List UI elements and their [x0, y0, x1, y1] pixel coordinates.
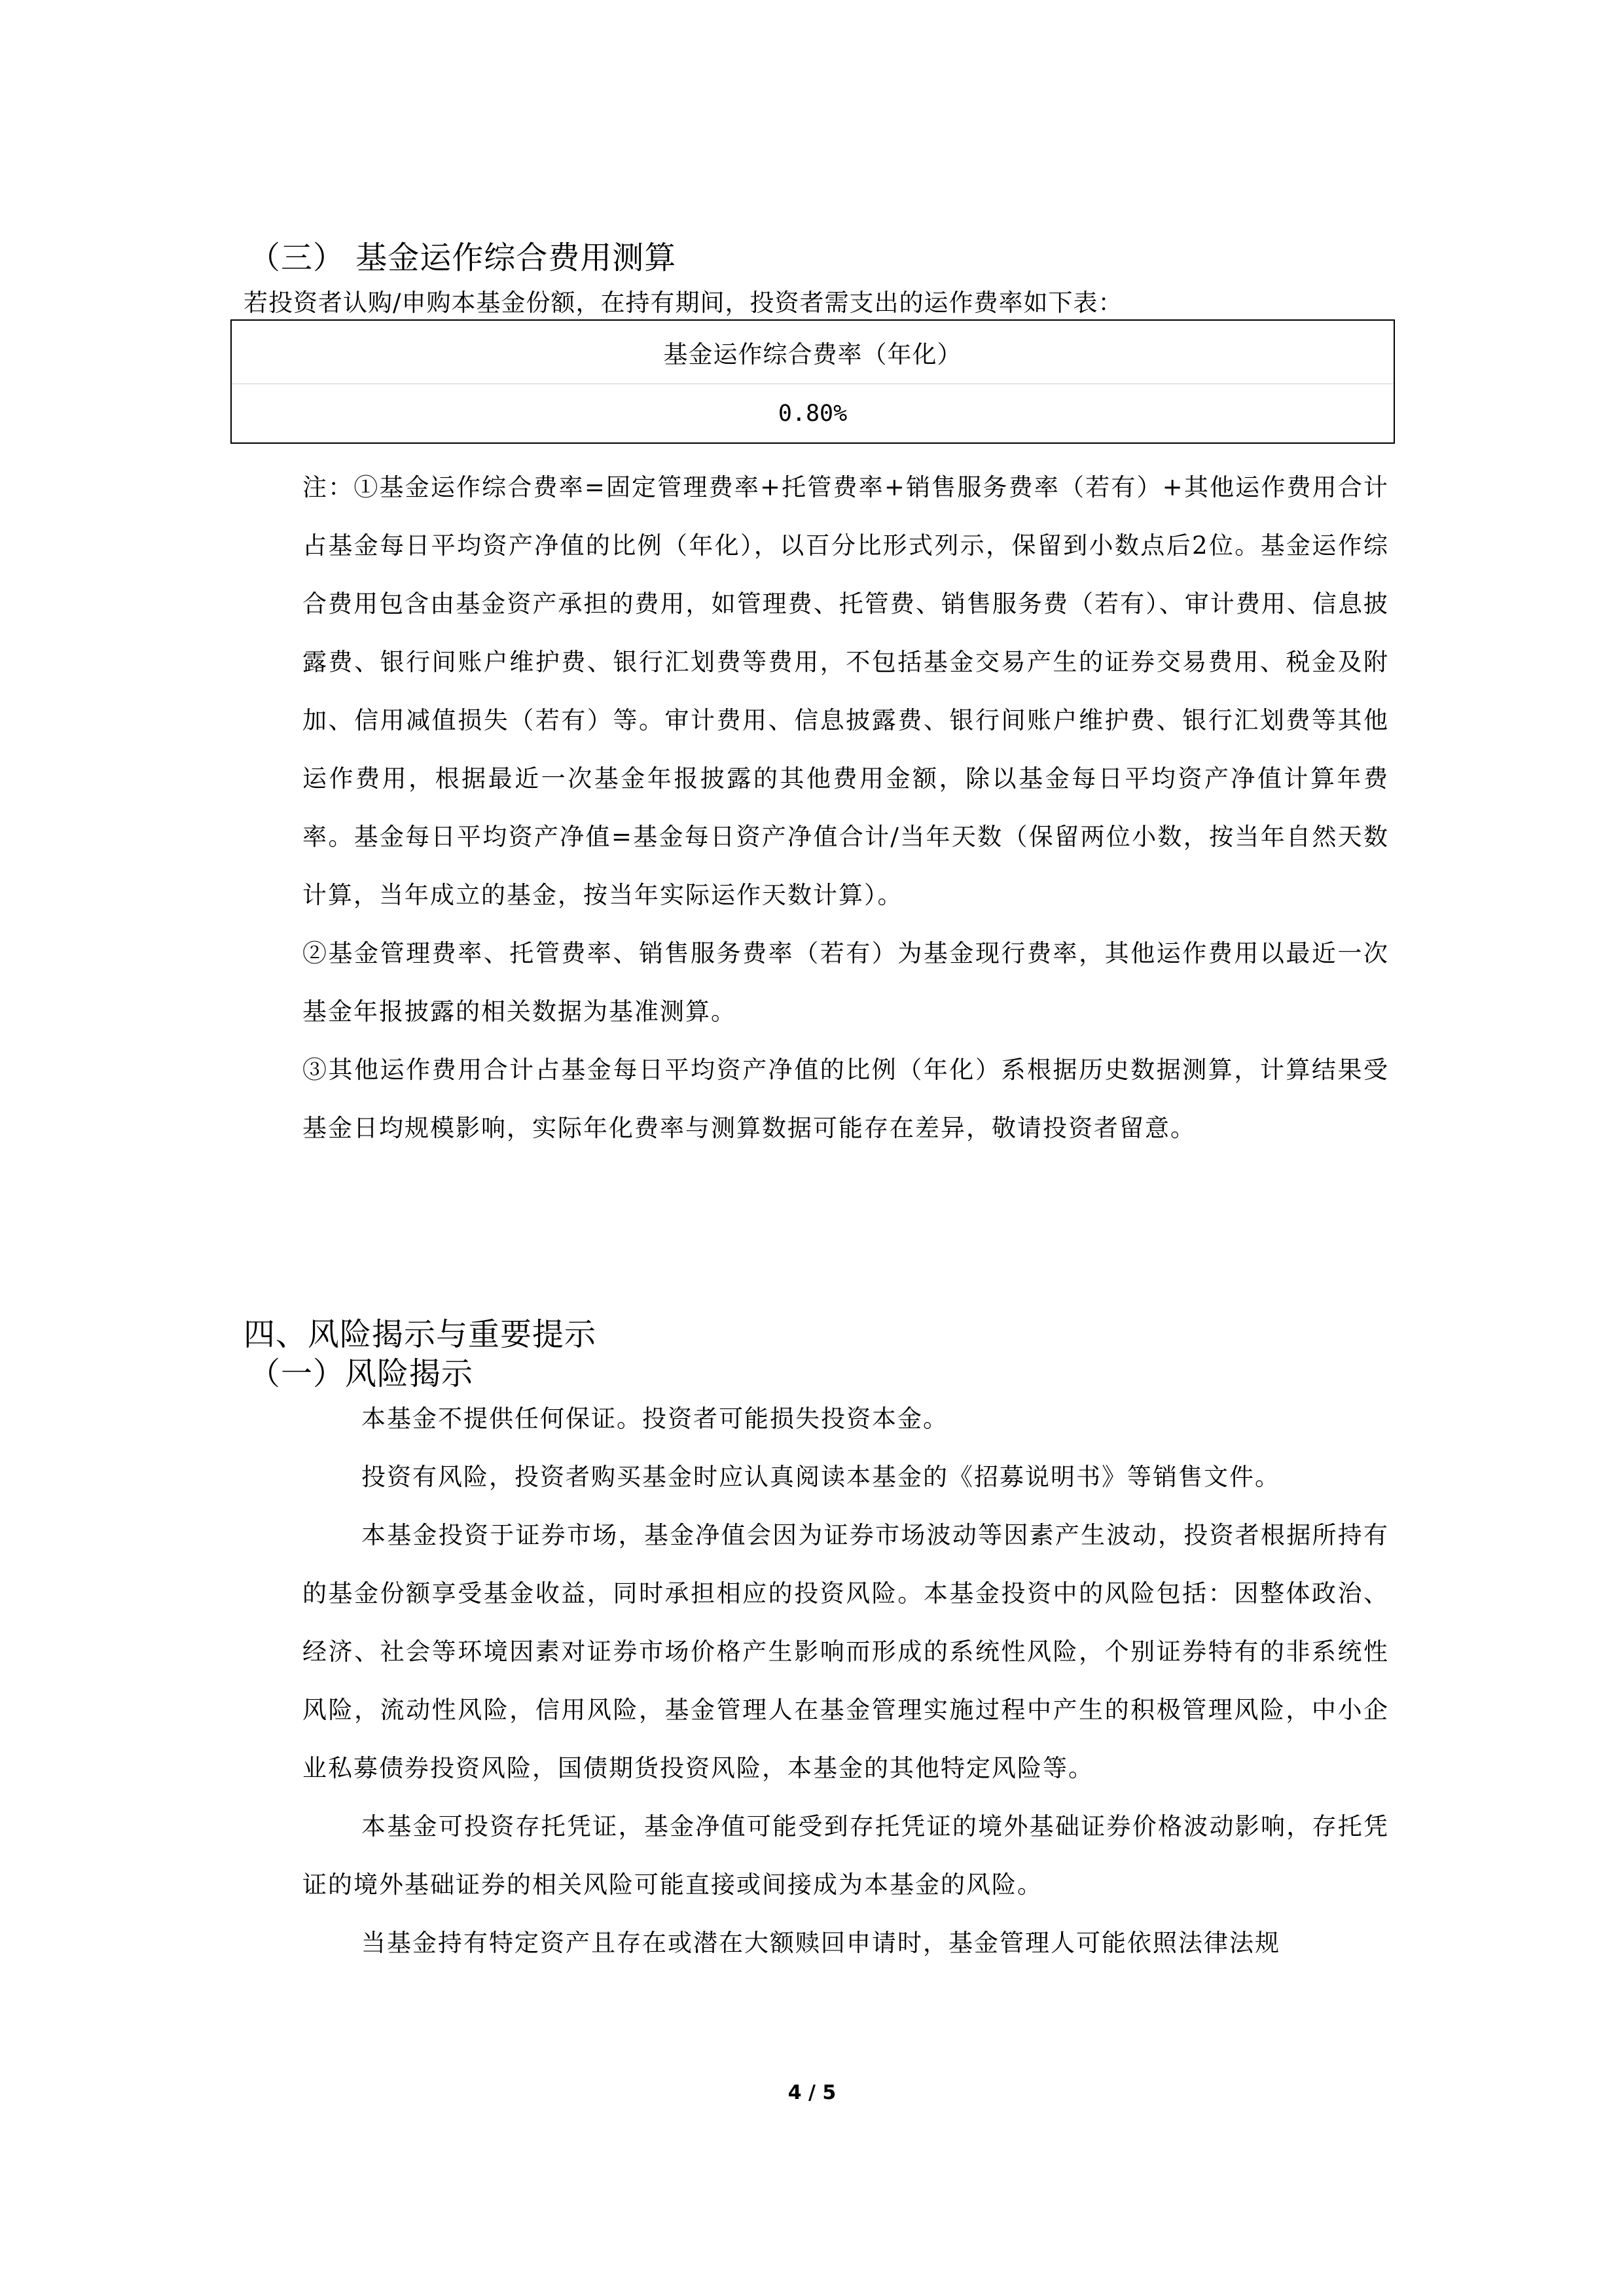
section-heading-risk: 四、风险揭示与重要提示	[244, 1316, 597, 1353]
fee-table-value: 0.80%	[778, 401, 848, 427]
subsection-heading-risk-disclosure: （一）风险揭示	[249, 1355, 474, 1392]
risk-paragraph: 本基金不提供任何保证。投资者可能损失投资本金。	[361, 1405, 948, 1433]
fee-note-2: ②基金管理费率、托管费率、销售服务费率（若有）为基金现行费率，其他运作费用以最近一次基金年报披露的相关数据为基准测算。	[302, 939, 1389, 1026]
risk-paragraph: 本基金可投资存托凭证，基金净值可能受到存托凭证的境外基础证券价格波动影响，存托凭证的境外基础证券的相关风险可能直接或间接成为本基金的风险。	[302, 1812, 1389, 1899]
fee-note-3: ③其他运作费用合计占基金每日平均资产净值的比例（年化）系根据历史数据测算，计算结果受基金日均规模影响，实际年化费率与测算数据可能存在差异，敬请投资者留意。	[302, 1056, 1389, 1142]
fee-rate-table	[230, 319, 1395, 444]
risk-paragraphs	[302, 1390, 1389, 1972]
risk-paragraph: 本基金投资于证券市场，基金净值会因为证券市场波动等因素产生波动，投资者根据所持有的基金份额享受基金收益，同时承担相应的投资风险。本基金投资中的风险包括：因整体政治、经济、社会等环境因素对证券市场价格产生影响而形成的系统性风险，个别证券特有的非系统性风险，流动性风险，信用风险，基金管理人在基金管理实施过程中产生的积极管理风险，中小企业私募债券投资风险，国债期货投资风险，本基金的其他特定风险等。	[302, 1521, 1389, 1782]
risk-paragraph: 当基金持有特定资产且存在或潜在大额赎回申请时，基金管理人可能依照法律法规	[361, 1929, 1280, 1957]
risk-paragraph: 投资有风险，投资者购买基金时应认真阅读本基金的《招募说明书》等销售文件。	[361, 1463, 1280, 1491]
fee-notes	[302, 458, 1389, 1157]
fee-note-1: 注：①基金运作综合费率=固定管理费率+托管费率+销售服务费率（若有）+其他运作费用合计占基金每日平均资产净值的比例（年化），以百分比形式列示，保留到小数点后2位。基金运作综合费用包含由基金资产承担的费用，如管理费、托管费、销售服务费（若有）、审计费用、信息披露费、银行间账户维护费、银行汇划费等费用，不包括基金交易产生的证券交易费用、税金及附加、信用减值损失（若有）等。审计费用、信息披露费、银行间账户维护费、银行汇划费等其他运作费用，根据最近一次基金年报披露的其他费用金额，除以基金每日平均资产净值计算年费率。基金每日平均资产净值=基金每日资产净值合计/当年天数（保留两位小数，按当年自然天数计算，当年成立的基金，按当年实际运作天数计算）。	[302, 473, 1389, 909]
section-heading-fee-calculation: （三） 基金运作综合费用测算	[249, 240, 677, 276]
fee-table-header: 基金运作综合费率（年化）	[232, 321, 1394, 384]
page-number: 4 / 5	[787, 2081, 837, 2104]
fee-intro-text: 若投资者认购/申购本基金份额，在持有期间，投资者需支出的运作费率如下表：	[244, 289, 1123, 317]
